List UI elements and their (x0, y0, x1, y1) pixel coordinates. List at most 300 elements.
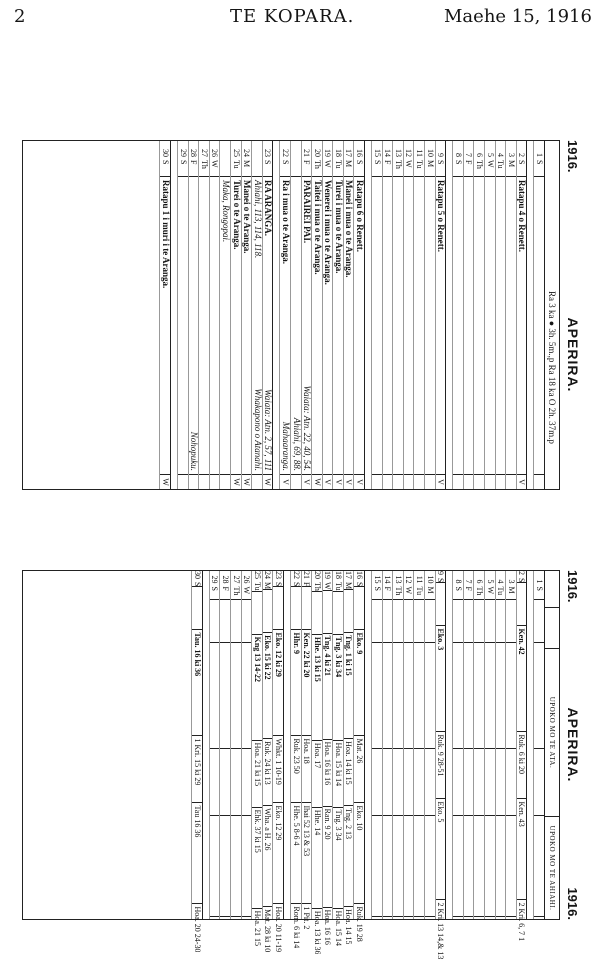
weekday: Th (312, 582, 322, 591)
evening-lesson-1: Tau 16 36 (192, 803, 202, 904)
week-separator (445, 571, 452, 919)
observance-text: Ratapu 6 o Renett. (355, 180, 366, 252)
day-number: 13 (393, 149, 403, 157)
weekday: W (485, 586, 495, 601)
blank-cell (383, 600, 393, 643)
liturgical-colour-mark (220, 474, 230, 489)
blank-cell (344, 590, 354, 633)
morning-lesson-2 (496, 749, 506, 816)
calendar-row (343, 141, 354, 489)
observance-text: Ratapu 1 i muri i te Aranga. (161, 180, 171, 289)
weekday: M (344, 582, 354, 590)
observance (280, 177, 290, 474)
evening-lesson-1 (393, 816, 403, 917)
liturgical-colour-mark: V (333, 474, 343, 489)
day-number: 10 (425, 575, 435, 584)
liturgical-colour-mark (393, 474, 403, 489)
weekday: M (506, 586, 516, 601)
morning-lesson-2: Hoa. 14 ki 15 (344, 739, 354, 806)
calendar-row (241, 571, 252, 919)
day-number: 26 (210, 149, 220, 157)
morning-lesson-2 (404, 749, 414, 816)
liturgical-colour-mark (425, 474, 435, 489)
evening-lesson-2 (404, 917, 414, 919)
evening-lesson-2: 2 Kri. 13 14,& 13 (436, 902, 446, 959)
calendar-row (262, 141, 273, 489)
calendar-row (322, 141, 333, 489)
morning-lesson-1: Hhe. 13 ki 15 (312, 635, 322, 741)
calendar-row (262, 571, 273, 953)
weekday: Tu (496, 586, 506, 601)
lessons (464, 600, 474, 919)
day-number: 20 (312, 149, 322, 157)
morning-lesson-2 (393, 749, 403, 816)
lessons (192, 587, 202, 952)
day-number: 7 (464, 153, 474, 157)
weekday: Th (393, 159, 403, 177)
weekday: Th (231, 586, 241, 601)
evening-lesson-2: 2 Kri. 6, 7 1 (517, 902, 527, 942)
calendar-row (290, 571, 301, 949)
evening-lesson-2 (496, 917, 506, 919)
morning-lesson-2 (534, 749, 544, 816)
day-number: 12 (404, 575, 414, 584)
morning-lesson-2 (474, 749, 484, 816)
day-number: 28 (220, 575, 230, 584)
calendar-row (463, 141, 474, 489)
liturgical-colour-mark: W (231, 474, 241, 489)
observance-text: Manei o te Aranga. (242, 180, 253, 254)
weekday: S (436, 578, 446, 583)
day-number (291, 141, 301, 159)
weekday: F (302, 582, 312, 587)
lessons (231, 600, 241, 919)
evening-lesson-1 (220, 816, 230, 917)
observance-text: Turei o te Aranga. (231, 180, 242, 250)
calendar-row (188, 141, 199, 489)
lessons (506, 600, 516, 919)
morning-lesson-1: Eko. 9 (355, 630, 365, 736)
evening-lesson-1 (506, 816, 516, 917)
weekday: S (534, 586, 544, 601)
calendar-row (198, 141, 209, 489)
day-number: 29 (178, 149, 188, 157)
calendar-row (505, 141, 516, 489)
day-number: 15 (372, 575, 382, 584)
weekday: W (210, 159, 220, 177)
evening-lesson-2 (231, 917, 241, 919)
observance (496, 177, 506, 474)
lessons (344, 590, 354, 944)
liturgical-colour-mark: V (355, 474, 365, 489)
lessons (474, 600, 484, 919)
day-number: 24 (263, 571, 273, 579)
blank-cell (425, 600, 435, 643)
evening-lessons-header: UPOKO MO TE AHIAHI. (548, 825, 557, 911)
observance (393, 177, 403, 474)
weekday: Tu (252, 582, 262, 591)
evening-lesson-1: Hhe. 14 (312, 808, 322, 909)
evening-lesson-2 (506, 917, 516, 919)
observance-text: Wenerei i mua o te Aranga. (323, 180, 334, 285)
evening-lesson-1 (242, 816, 252, 917)
evening-lesson-1 (496, 816, 506, 917)
morning-lesson-2: Ruk. 23 50 (291, 736, 301, 803)
weekday: S (453, 586, 463, 601)
day-number: 18 (333, 149, 343, 157)
morning-lesson-1: Ken. 22 ki 20 (302, 630, 312, 736)
evening-lesson-2: 1 Pit. 2 (302, 906, 312, 930)
evening-lesson-2 (383, 917, 393, 919)
calendar-frame (22, 140, 560, 490)
day-number: 22 (291, 571, 301, 579)
morning-lesson-2 (425, 749, 435, 816)
day-number: 1 (535, 579, 544, 584)
day-number: 21 (302, 571, 312, 579)
evening-lesson-2 (453, 917, 463, 919)
blank-cell (220, 600, 230, 643)
blank-cell (231, 600, 241, 643)
weekday: S (436, 159, 446, 177)
calendar-row (219, 571, 230, 919)
morning-lesson-2 (485, 749, 495, 816)
day-number: 2 (517, 571, 527, 575)
morning-lesson-1: Kng 13 14-22 (252, 635, 262, 741)
observance-text: Manei i mua o te Aranga. (344, 180, 355, 278)
liturgical-colour-mark (404, 474, 414, 489)
blank-cell (273, 587, 283, 630)
calendar-row (382, 141, 393, 489)
observance (323, 177, 333, 474)
day-number: 27 (231, 575, 241, 584)
page-number: 2 (14, 6, 26, 27)
lessons (210, 600, 220, 919)
morning-lesson-2 (414, 749, 424, 816)
morning-lesson-2: Hoa. 18 (302, 736, 312, 803)
calendar-row (533, 141, 544, 489)
morning-lesson-2: 1 Kri. 15 ki 29 (192, 736, 202, 803)
evening-lesson-2 (425, 917, 435, 919)
observance (464, 177, 474, 474)
weekday: S (372, 159, 382, 177)
calendar-row (403, 141, 414, 489)
evening-lesson-2: Hoa. 14 15 (344, 909, 354, 945)
blank-cell (372, 600, 382, 643)
evening-lesson-1: Ken. 43 (517, 799, 527, 900)
liturgical-colour-mark (453, 474, 463, 489)
calendar-row (354, 571, 365, 942)
liturgical-colour-mark (189, 474, 199, 489)
weekday: S (355, 582, 365, 587)
morning-lesson-1 (496, 643, 506, 749)
observance (344, 177, 354, 474)
lessons (485, 600, 495, 919)
morning-lessons-header: UPOKO MO TE ATA. (545, 649, 559, 817)
day-number: 4 (496, 153, 506, 157)
weekday: S (210, 586, 220, 601)
weekday: W (404, 586, 414, 601)
calendar-row (177, 141, 188, 489)
day-number: 30 (192, 571, 202, 579)
weekday: F (383, 159, 393, 177)
blank-cell (210, 600, 220, 643)
observance-text: PARAIREI PAI. (302, 180, 313, 244)
liturgical-colour-mark: W (160, 474, 170, 489)
day-number: 26 (242, 575, 252, 584)
calendar-row (435, 141, 446, 489)
calendar-row (516, 141, 527, 489)
morning-lesson-1 (425, 643, 435, 749)
weekday: S (453, 159, 463, 177)
day-number: 17 (344, 149, 354, 157)
observance (355, 177, 365, 474)
weekday: Th (312, 159, 322, 177)
morning-lesson-1 (372, 643, 382, 749)
blank-cell (534, 600, 544, 643)
evening-lesson-1: Tng. 2 13 (344, 806, 354, 907)
weekday: Tu (496, 159, 506, 177)
weekday: S (517, 578, 527, 583)
weekday: F (302, 159, 312, 177)
day-number (252, 141, 262, 159)
day-number: 9 (436, 153, 446, 157)
liturgical-colour-mark (210, 474, 220, 489)
calendar-row (473, 141, 484, 489)
calendar-row (435, 571, 446, 959)
morning-lesson-2 (372, 749, 382, 816)
calendar-row (322, 571, 333, 945)
evening-lesson-1: Tng. 3 34 (333, 808, 343, 909)
evening-lesson-1 (474, 816, 484, 917)
evening-lesson-2: Hoa. 20 24-30 (192, 906, 202, 953)
day-number: 3 (506, 153, 516, 157)
observance (517, 177, 527, 474)
day-number: 30 (161, 149, 170, 157)
calendar-row (301, 571, 312, 930)
observance (252, 177, 262, 474)
evening-lesson-1 (210, 816, 220, 917)
weekday: M (263, 582, 273, 590)
lessons (323, 591, 333, 945)
observance (210, 177, 220, 474)
day-number: 12 (404, 149, 414, 157)
calendar-row (371, 141, 382, 489)
weekday: Tu (414, 586, 424, 601)
evening-lesson-2: Rom. 6 ki 14 (291, 906, 301, 949)
day-number: 28 (189, 149, 199, 157)
observance (199, 177, 209, 474)
morning-lesson-2 (506, 749, 516, 816)
morning-lesson-2: Whkt. 1 10-19 (273, 736, 283, 803)
weekday: M (425, 159, 435, 177)
lessons (252, 592, 262, 946)
weekday: Tu (333, 582, 343, 591)
calendar-row (272, 571, 283, 953)
weekday: S (372, 586, 382, 601)
morning-lesson-2 (220, 749, 230, 816)
calendar-row (495, 141, 506, 489)
weekday (220, 159, 230, 177)
observance-text: Ratapu 4 o Renett. (517, 180, 528, 252)
day-number: 23 (273, 571, 283, 579)
day-number: 2 (517, 153, 527, 157)
weekday: M (242, 159, 252, 177)
lessons (302, 587, 312, 929)
liturgical-colour-mark (372, 474, 382, 489)
morning-lesson-1: Tau. 16 ki 36 (192, 630, 202, 736)
observance-note: Waiata: Atn. 2, 57, 111 (263, 389, 274, 471)
week-separator (526, 571, 533, 919)
evening-lesson-2 (372, 917, 382, 919)
weekday: S (263, 159, 273, 177)
calendar-row (424, 141, 435, 489)
observance-note: Waiata: Atn. 22, 40, 54. (302, 385, 313, 471)
evening-lesson-1 (453, 816, 463, 917)
observance-note: Nohopuku. (189, 431, 200, 471)
week-separator (202, 571, 209, 919)
day-number: 15 (372, 149, 382, 157)
evening-lesson-2 (210, 917, 220, 919)
lessons (436, 583, 446, 959)
evening-lesson-2 (242, 917, 252, 919)
week-separator (526, 141, 533, 489)
calendar-rows (191, 571, 544, 959)
calendar-year: 1916. (565, 140, 581, 173)
week-separator (364, 141, 371, 489)
day-number: 25 (252, 571, 262, 579)
calendar-row (241, 141, 252, 489)
weekday: Tu (231, 159, 241, 177)
lessons (425, 600, 435, 919)
page-header (0, 0, 593, 34)
observance-note: Mahaaranga. (280, 421, 291, 471)
day-number: 7 (464, 579, 474, 584)
evening-lesson-2 (393, 917, 403, 919)
weekday: F (464, 159, 474, 177)
weekday: S (355, 159, 365, 177)
evening-lesson-2 (534, 917, 544, 919)
calendar-row (392, 141, 403, 489)
liturgical-colour-mark (199, 474, 209, 489)
weekday: Tu (333, 159, 343, 177)
observance-text: Maka, Rongopai. (220, 180, 231, 243)
day-number: 10 (425, 149, 435, 157)
day-number: 20 (312, 571, 322, 579)
liturgical-colour-mark (464, 474, 474, 489)
calendar-row (392, 571, 403, 919)
lessons (333, 592, 343, 946)
day-number: 18 (333, 571, 343, 579)
calendar-row (159, 141, 170, 489)
liturgical-colour-mark: V (280, 474, 290, 489)
morning-lesson-2 (453, 749, 463, 816)
calendar-row (382, 571, 393, 919)
observance (220, 177, 230, 474)
morning-lesson-2 (464, 749, 474, 816)
day-number: 5 (485, 579, 495, 584)
morning-lesson-1: Hhr. 9 (291, 630, 301, 736)
day-number: 29 (210, 575, 220, 584)
weekday: W (242, 586, 252, 601)
day-number: 19 (323, 571, 333, 579)
blank-cell (263, 590, 273, 633)
lessons (291, 587, 301, 948)
morning-lesson-1 (383, 643, 393, 749)
weekday: S (192, 582, 202, 587)
day-number: 3 (506, 579, 516, 584)
day-number: 1 (535, 153, 544, 157)
observance (436, 177, 446, 474)
liturgical-colour-mark: W (312, 474, 322, 489)
weekday: Th (474, 159, 484, 177)
calendar-row (403, 571, 414, 919)
day-number: 16 (355, 571, 365, 579)
blank-cell (252, 592, 262, 635)
morning-lesson-1 (242, 643, 252, 749)
weekday: W (485, 159, 495, 177)
week-separator (445, 141, 452, 489)
calendar-row (251, 141, 262, 489)
morning-lesson-2: Hoa. 21 ki 15 (252, 741, 262, 808)
liturgical-colour-mark (414, 474, 424, 489)
morning-lesson-1 (231, 643, 241, 749)
evening-lesson-1 (485, 816, 495, 917)
day-number: 8 (453, 153, 463, 157)
calendar-row (209, 141, 220, 489)
calendar-row (413, 141, 424, 489)
lessons (355, 587, 365, 941)
lessons (383, 600, 393, 919)
liturgical-colour-mark (534, 474, 544, 489)
morning-lesson-1: Tng. 4 ki 21 (323, 634, 333, 740)
observance (506, 177, 516, 474)
day-number: 8 (453, 579, 463, 584)
morning-lesson-1: Tng. 3 ki 34 (333, 635, 343, 741)
day-number: 5 (485, 153, 495, 157)
day-number: 19 (323, 149, 333, 157)
morning-lesson-1 (220, 643, 230, 749)
evening-lesson-1: Eko. 12 29 (273, 803, 283, 904)
weekday: S (534, 159, 544, 177)
weekday: F (464, 586, 474, 601)
observance (414, 177, 424, 474)
evening-lesson-1: Ehk. 37 ki 15 (252, 808, 262, 909)
evening-lesson-2 (414, 917, 424, 919)
calendar-row (473, 571, 484, 919)
calendar-row (452, 571, 463, 919)
observance (242, 177, 252, 474)
lessons (312, 592, 322, 955)
blank-cell (393, 600, 403, 643)
liturgical-colour-mark: W (242, 474, 252, 489)
blank-cell (323, 591, 333, 634)
observance-text: Ra i mua o te Aranga. (280, 180, 291, 264)
observance (189, 177, 199, 474)
day-number: 22 (280, 149, 290, 157)
day-number: 23 (263, 149, 273, 157)
blank-cell (302, 587, 312, 630)
blank-cell (496, 600, 506, 643)
evening-lesson-1 (464, 816, 474, 917)
morning-lesson-2: Mat. 26 (355, 736, 365, 803)
weekday: F (220, 586, 230, 601)
weekday: Tu (414, 159, 424, 177)
moon-phases: Ra 3 ka ● 3h. 5m.,p Ra 18 ka O 2h. 37m.p (544, 141, 559, 489)
weekday: W (323, 159, 333, 177)
weekday: Th (474, 586, 484, 601)
lessons (453, 600, 463, 919)
morning-lesson-1 (464, 643, 474, 749)
